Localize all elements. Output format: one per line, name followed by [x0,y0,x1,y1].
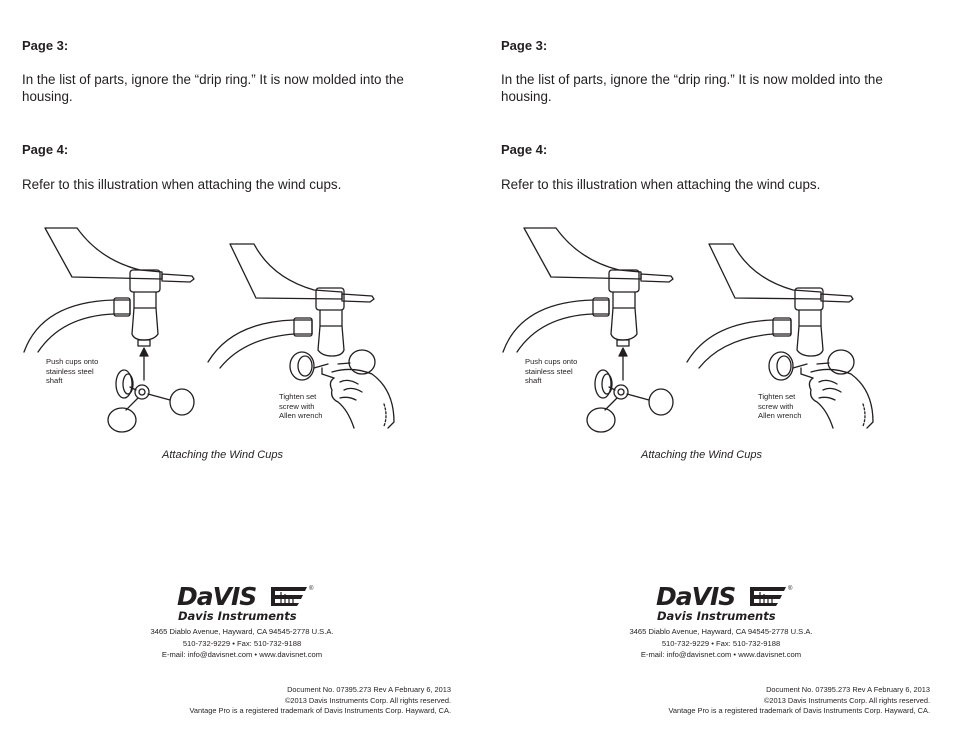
page-4-text: Refer to this illustration when attaching the wind cups. [22,177,342,192]
contact-line: E-mail: info@davisnet.com • www.davisnet.com [640,650,802,659]
contact-line: E-mail: info@davisnet.com • www.davisnet.com [161,650,323,659]
phone-line: 510-732-9229 • Fax: 510-732-9188 [661,639,781,648]
push-cups-callout: Push cups onto stainless steel shaft [525,357,578,385]
tighten-screw-callout: Tighten set screw with Allen wrench [279,392,323,420]
davis-logo [177,584,327,626]
registered-mark: ® [788,586,793,592]
document-number: Document No. 07395.273 Rev A February 6, 2013 [766,685,930,694]
push-cups-callout: Push cups onto stainless steel shaft [46,357,99,385]
page-4-heading: Page 4: [22,142,69,157]
wind-vane-right-icon [709,244,821,299]
trademark-line: Vantage Pro is a registered trademark of Davis Instruments Corp. Hayward, CA. [189,706,451,715]
right-panel [479,0,954,738]
anemometer-drawing [22,222,442,462]
registered-mark: ® [309,586,314,592]
davis-instruments-name: Davis Instruments [178,609,297,623]
vane-tip-left-icon [162,274,194,282]
page-4-heading: Page 4: [501,142,548,157]
trademark-line: Vantage Pro is a registered trademark of Davis Instruments Corp. Hayward, CA. [668,706,930,715]
illustration-caption: Attaching the Wind Cups [641,449,762,461]
wind-cups-illustration [501,222,921,462]
vane-tip-left-icon [641,274,673,282]
document-number: Document No. 07395.273 Rev A February 6, 2013 [287,685,451,694]
page-3-heading: Page 3: [22,38,69,53]
wind-vane-left-icon [524,228,641,279]
phone-line: 510-732-9229 • Fax: 510-732-9188 [182,639,302,648]
page-3-heading: Page 3: [501,38,548,53]
page-4-text: Refer to this illustration when attaching the wind cups. [501,177,821,192]
davis-instruments-name: Davis Instruments [657,609,776,623]
wind-vane-left-icon [45,228,162,279]
address-line: 3465 Diablo Avenue, Hayward, CA 94545-2778 U.S.A. [629,627,813,636]
wind-vane-right-icon [230,244,342,299]
copyright-line: ©2013 Davis Instruments Corp. All rights reserved. [763,696,930,705]
copyright-line: ©2013 Davis Instruments Corp. All rights reserved. [284,696,451,705]
davis-wordmark: DaVIS [656,582,736,611]
vane-tip-right-icon [342,294,374,302]
page-3-text: In the list of parts, ignore the “drip ring.” It is now molded into the housing. [501,72,883,104]
anemometer-drawing [501,222,921,462]
illustration-caption: Attaching the Wind Cups [162,449,283,461]
address-line: 3465 Diablo Avenue, Hayward, CA 94545-2778 U.S.A. [150,627,334,636]
tighten-screw-callout: Tighten set screw with Allen wrench [758,392,802,420]
wind-cups-illustration [22,222,442,462]
page-3-text: In the list of parts, ignore the “drip ring.” It is now molded into the housing. [22,72,404,104]
vane-tip-right-icon [821,294,853,302]
davis-logo [656,584,806,626]
davis-wordmark: DaVIS [177,582,257,611]
